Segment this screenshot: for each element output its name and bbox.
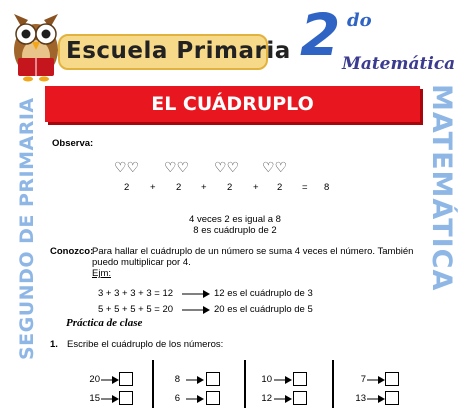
arrow-right-icon — [101, 394, 119, 404]
plus-sign: + — [201, 182, 207, 193]
example-sum: 3 + 3 + 3 + 3 = 12 — [98, 288, 174, 299]
exercise-number: 1. — [50, 339, 58, 350]
exercise-number-value: 15 — [89, 393, 100, 404]
grade-number: 2 — [300, 1, 341, 69]
heart-pair-icon: ♡♡ — [164, 159, 190, 175]
arrow-right-icon — [367, 375, 385, 385]
arrow-right-icon — [274, 394, 292, 404]
arrow-right-icon — [186, 394, 204, 404]
exercise-number-value: 20 — [89, 374, 100, 385]
grade-suffix: do — [347, 10, 372, 31]
example-result: 12 es el cuádruplo de 3 — [214, 288, 313, 299]
exercise-number-value: 12 — [261, 393, 272, 404]
answer-box[interactable] — [293, 372, 307, 386]
exercise-number-value: 6 — [174, 393, 180, 404]
answer-box[interactable] — [293, 391, 307, 405]
exercise-text: Escribe el cuádruplo de los números: — [67, 339, 224, 350]
answer-box[interactable] — [206, 372, 220, 386]
column-divider — [244, 360, 246, 408]
exercise-number-value: 8 — [174, 374, 180, 385]
page-title: EL CUÁDRUPLO — [151, 93, 314, 115]
answer-box[interactable] — [119, 391, 133, 405]
arrow-right-icon — [367, 394, 385, 404]
answer-box[interactable] — [119, 372, 133, 386]
plus-sign: + — [253, 182, 259, 193]
exercise-number-value: 10 — [261, 374, 272, 385]
concept-text-line-1: Para hallar el cuádruplo de un número se suma 4 veces el número. También — [92, 246, 414, 257]
addend: 2 — [176, 182, 182, 193]
arrow-right-icon — [182, 305, 210, 315]
heart-pair-icon: ♡♡ — [262, 159, 288, 175]
concept-label: Conozco: — [50, 246, 94, 257]
school-title: Escuela Primaria — [66, 38, 291, 64]
practice-title: Práctica de clase — [66, 317, 143, 329]
observe-line-1: 4 veces 2 es igual a 8 — [189, 214, 281, 225]
example-sum: 5 + 5 + 5 + 5 = 20 — [98, 304, 174, 315]
answer-box[interactable] — [385, 391, 399, 405]
addend: 2 — [227, 182, 233, 193]
exercise-number-value: 7 — [360, 374, 366, 385]
example-label: Ejm: — [92, 268, 111, 279]
arrow-right-icon — [182, 289, 210, 299]
observe-label: Observa: — [52, 138, 94, 149]
column-divider — [332, 360, 334, 408]
side-label-subject: MATEMÁTICA — [426, 84, 457, 292]
arrow-right-icon — [101, 375, 119, 385]
sum-result: 8 — [324, 182, 330, 193]
subject-header: Matemática — [342, 54, 456, 74]
exercise-number-value: 13 — [355, 393, 366, 404]
arrow-right-icon — [186, 375, 204, 385]
equals-sign: = — [302, 182, 308, 193]
addend: 2 — [124, 182, 130, 193]
observe-line-2: 8 es cuádruplo de 2 — [193, 225, 277, 236]
arrow-right-icon — [274, 375, 292, 385]
plus-sign: + — [150, 182, 156, 193]
concept-text-line-2: puedo multiplicar por 4. — [92, 257, 191, 268]
addend: 2 — [277, 182, 283, 193]
heart-pair-icon: ♡♡ — [214, 159, 240, 175]
heart-pair-icon: ♡♡ — [114, 159, 140, 175]
answer-box[interactable] — [206, 391, 220, 405]
answer-box[interactable] — [385, 372, 399, 386]
column-divider — [152, 360, 154, 408]
side-label-grade: SEGUNDO DE PRIMARIA — [16, 97, 38, 361]
example-result: 20 es el cuádruplo de 5 — [214, 304, 313, 315]
